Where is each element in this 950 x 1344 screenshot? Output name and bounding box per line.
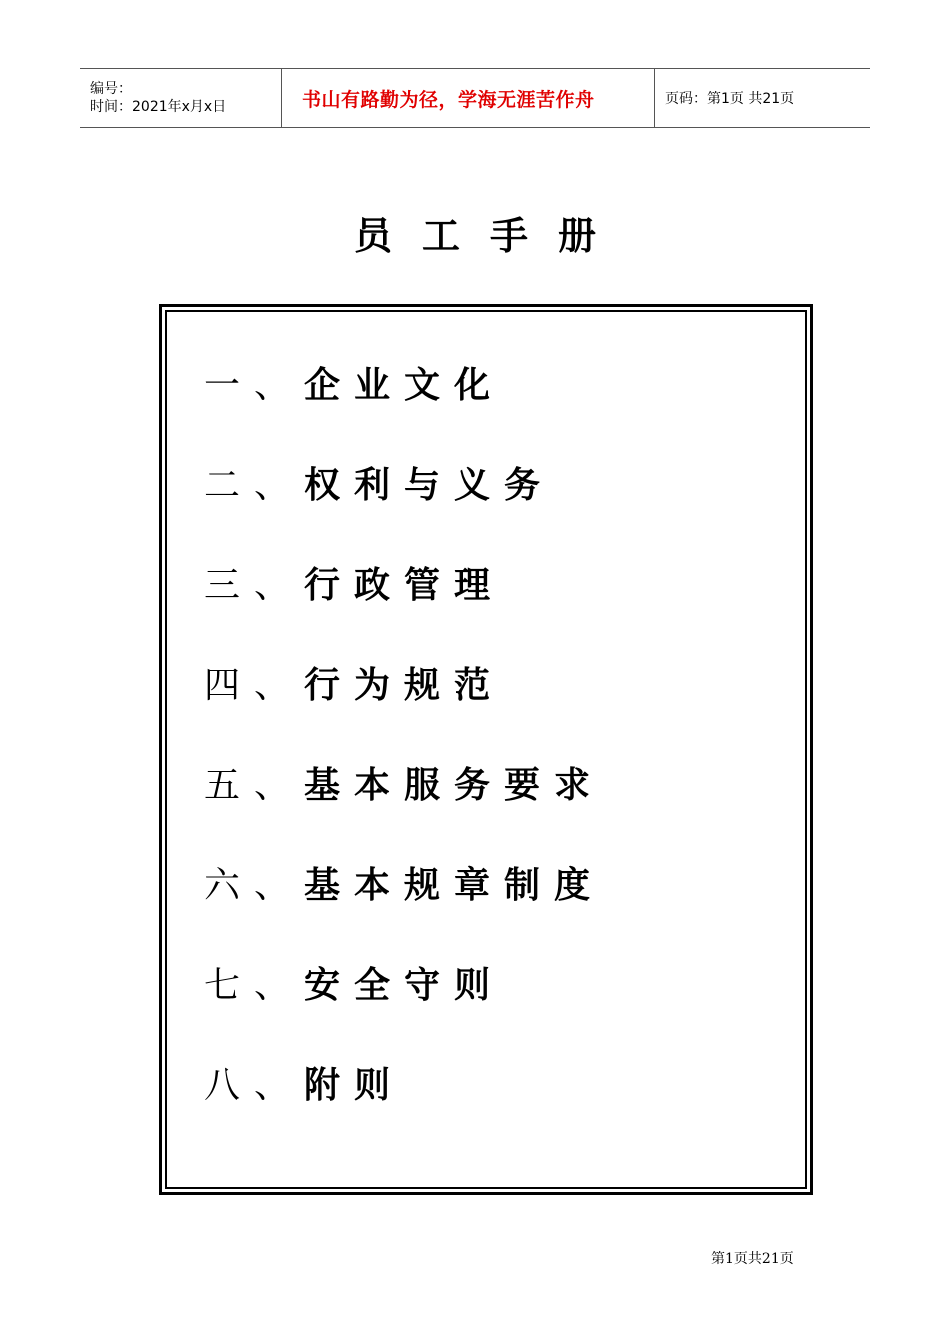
toc-numeral: 二、: [204, 465, 305, 506]
header-motto: [281, 69, 655, 127]
toc-label: 基本服务要求: [304, 764, 605, 806]
toc-numeral: 八、: [204, 1065, 305, 1106]
header-page: [655, 69, 870, 127]
toc-numeral: 三、: [204, 565, 305, 606]
toc-numeral: 五、: [204, 765, 305, 806]
toc-item: [204, 1060, 604, 1160]
table-of-contents-inner-border: [165, 310, 807, 1189]
toc-item: [204, 760, 604, 860]
toc-label: 安全守则: [304, 964, 505, 1006]
toc-label: 基本规章制度: [304, 864, 605, 906]
toc-numeral: 四、: [204, 665, 305, 706]
toc-numeral: 六、: [204, 865, 305, 906]
table-of-contents: [204, 360, 604, 1160]
toc-item: [204, 660, 604, 760]
toc-item: [204, 460, 604, 560]
toc-label: 权利与义务: [304, 464, 555, 506]
motto-text: 书山有路勤为径，学海无涯苦作舟: [302, 88, 595, 111]
page-footer: [711, 1248, 794, 1268]
footer-page-number: 第1页共21页: [711, 1251, 794, 1267]
toc-item: [204, 860, 604, 960]
document-title: 员工手册: [353, 213, 626, 258]
toc-item: [204, 960, 604, 1060]
header-meta: [80, 69, 281, 127]
toc-numeral: 七、: [204, 965, 305, 1006]
toc-item: [204, 560, 604, 660]
toc-item: [204, 360, 604, 460]
toc-label: 行为规范: [304, 664, 505, 706]
table-of-contents-frame: [159, 304, 813, 1195]
page-header: [80, 68, 870, 128]
toc-numeral: 一、: [204, 365, 305, 406]
document-time-label: 时间：2021年x月x日: [90, 99, 227, 115]
toc-label: 行政管理: [304, 564, 505, 606]
toc-label: 附则: [304, 1064, 405, 1106]
toc-label: 企业文化: [304, 364, 505, 406]
document-number-label: 编号：: [90, 81, 132, 97]
header-page-label: 页码：第1页 共21页: [665, 91, 795, 107]
